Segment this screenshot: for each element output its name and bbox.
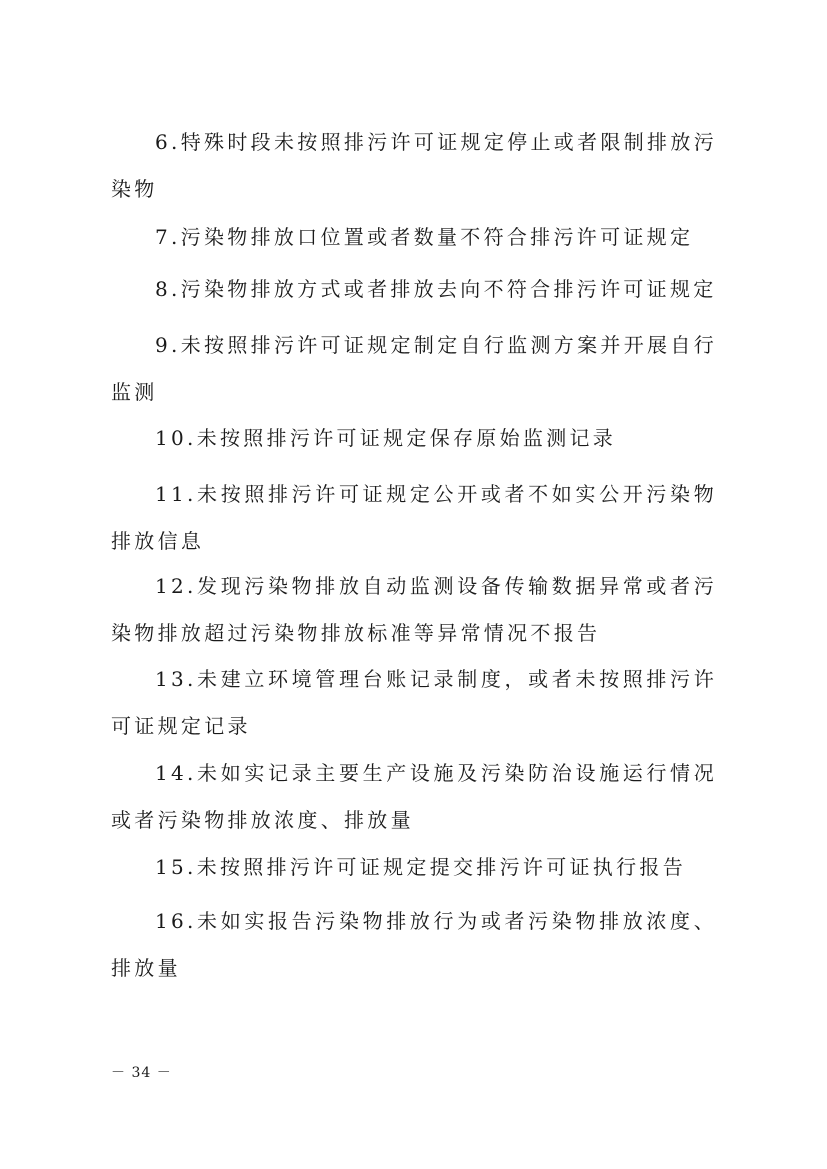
list-item: 6.特殊时段未按照排污许可证规定停止或者限制排放污染物 — [111, 130, 717, 201]
list-item: 12.发现污染物排放自动监测设备传输数据异常或者污染物排放超过污染物排放标准等异常情况不报告 — [111, 574, 717, 645]
list-item: 13.未建立环境管理台账记录制度，或者未按照排污许可证规定记录 — [111, 667, 717, 738]
list-item: 10.未按照排污许可证规定保存原始监测记录 — [155, 426, 617, 450]
list-item: 8.污染物排放方式或者排放去向不符合排污许可证规定 — [155, 277, 717, 301]
list-item: 7.污染物排放口位置或者数量不符合排污许可证规定 — [155, 225, 694, 249]
list-item: 16.未如实报告污染物排放行为或者污染物排放浓度、排放量 — [111, 909, 717, 980]
list-item: 15.未按照排污许可证规定提交排污许可证执行报告 — [155, 855, 687, 879]
list-item: 11.未按照排污许可证规定公开或者不如实公开污染物排放信息 — [111, 482, 717, 553]
list-item: 9.未按照排污许可证规定制定自行监测方案并开展自行监测 — [111, 333, 717, 404]
page-number: － 34 － — [111, 1065, 172, 1081]
list-item: 14.未如实记录主要生产设施及污染防治设施运行情况或者污染物排放浓度、排放量 — [111, 761, 717, 832]
